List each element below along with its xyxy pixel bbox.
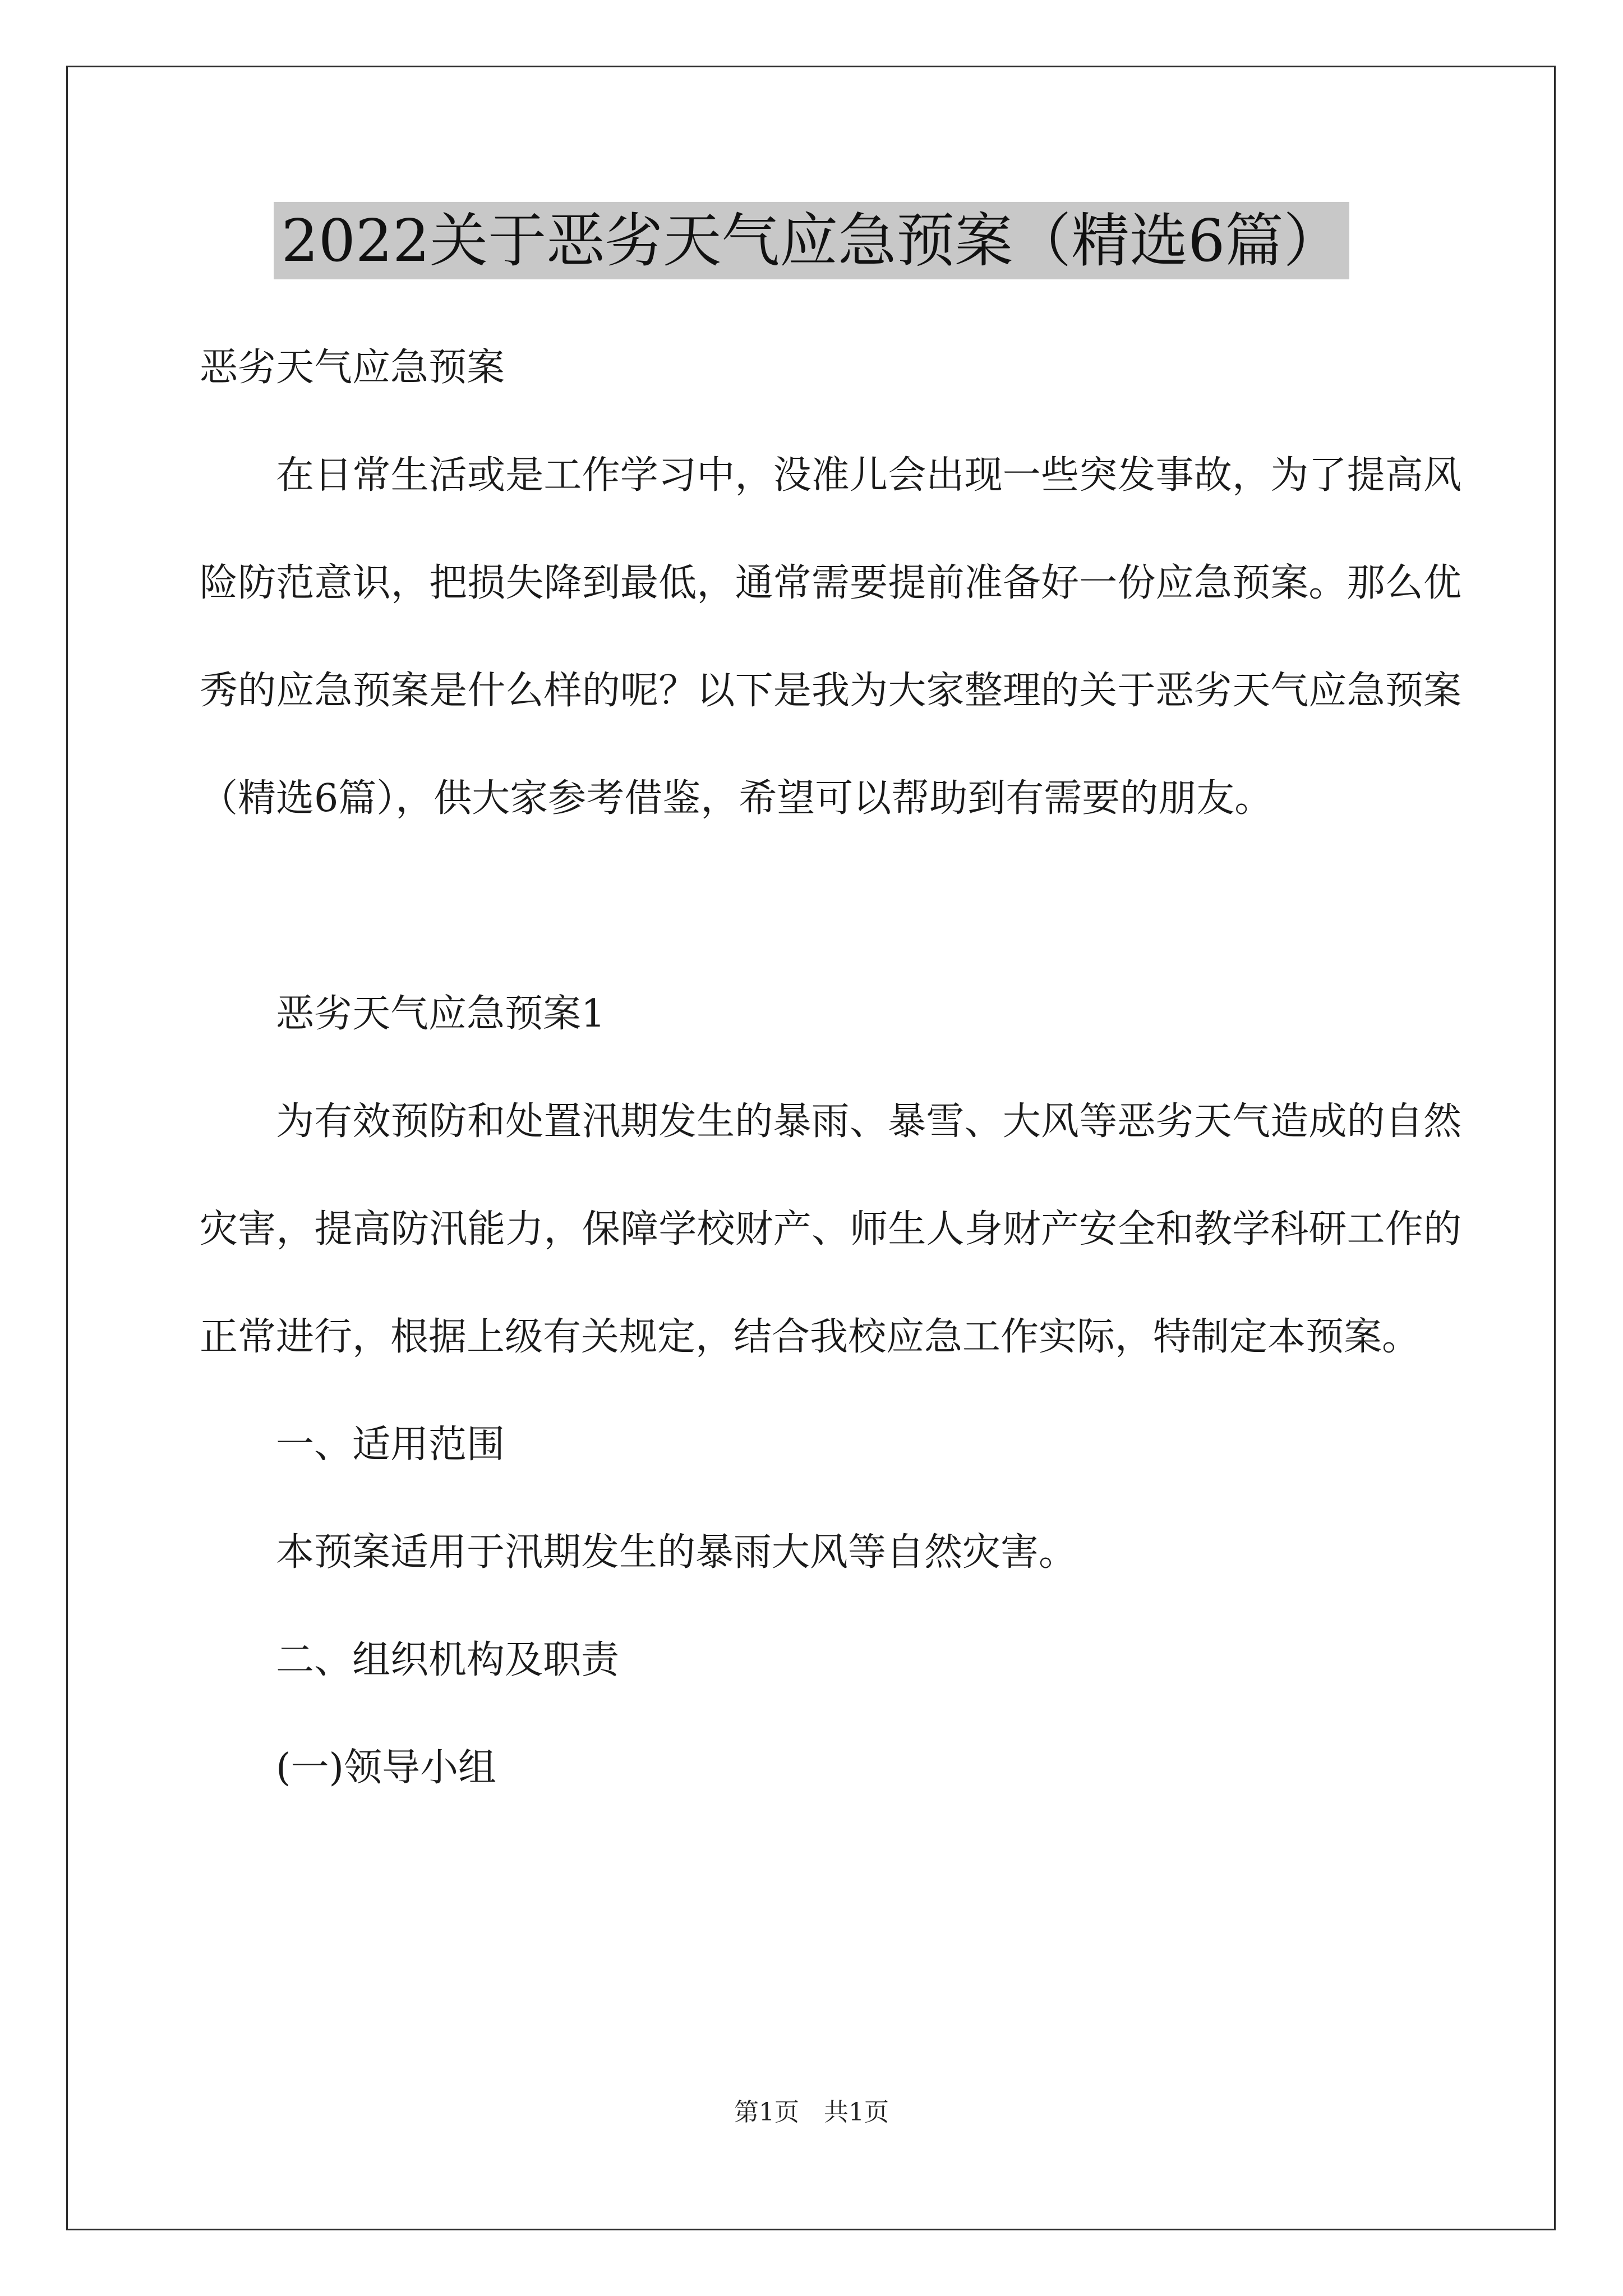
- section-intro-paragraph: 为有效预防和处置汛期发生的暴雨、暴雪、大风等恶劣天气造成的自然灾害，提高防汛能力，保障学校财产、师生人身财产安全和教学科研工作的正常进行，根据上级有关规定，结合我校应急工作实际，特制定本预案。: [200, 1099, 1461, 1359]
- item1-heading: 一、适用范围: [276, 1423, 505, 1467]
- page-footer: 第1页 共1页: [734, 2098, 889, 2127]
- item2-subheading: (一)领导小组: [276, 1746, 497, 1790]
- document-subtitle: 恶劣天气应急预案: [200, 346, 505, 390]
- document-body: [200, 314, 1461, 1822]
- item2-heading: 二、组织机构及职责: [276, 1638, 620, 1682]
- intro-paragraph: 在日常生活或是工作学习中，没准儿会出现一些突发事故，为了提高风险防范意识，把损失降到最低，通常需要提前准备好一份应急预案。那么优秀的应急预案是什么样的呢？以下是我为大家整理的关于恶劣天气应急预案（精选6篇），供大家参考借鉴，希望可以帮助到有需要的朋友。: [200, 453, 1461, 821]
- document-title: 2022关于恶劣天气应急预案（精选6篇）: [274, 202, 1350, 279]
- item1-text: 本预案适用于汛期发生的暴雨大风等自然灾害。: [276, 1530, 1077, 1575]
- title-container: [0, 202, 1623, 279]
- paragraph-gap: [200, 853, 1461, 960]
- section-heading: 恶劣天气应急预案1: [276, 992, 606, 1036]
